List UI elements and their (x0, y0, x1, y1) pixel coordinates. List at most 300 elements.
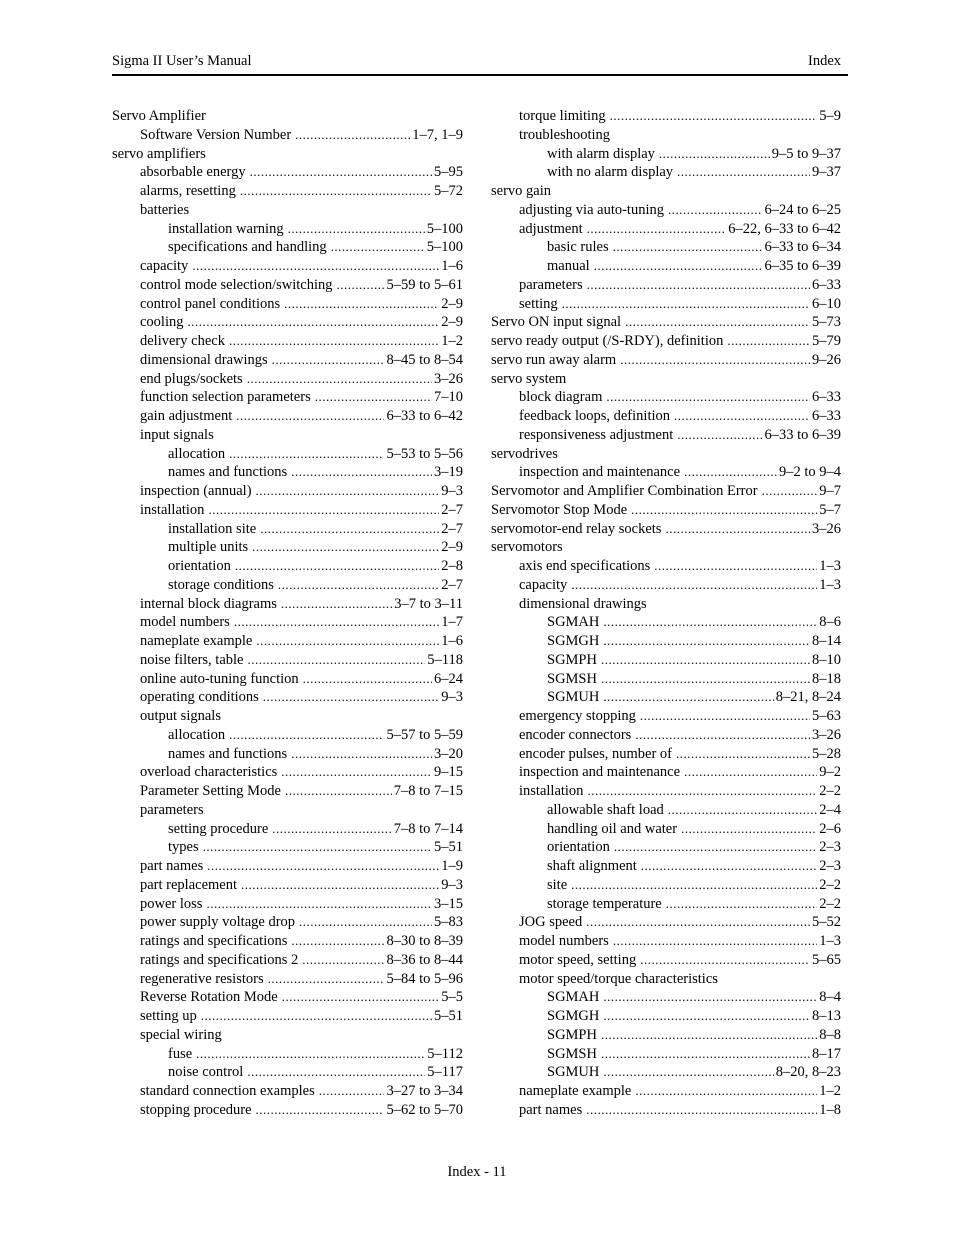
index-page-ref: 5–59 to 5–61 (386, 276, 463, 293)
index-term: inspection and maintenance (519, 464, 681, 481)
index-page-ref: 2–3 (819, 839, 841, 856)
index-term: allowable shaft load (547, 801, 664, 818)
index-page-ref: 5–118 (427, 651, 463, 668)
dot-leader (235, 557, 439, 576)
index-term: Servomotor and Amplifier Combination Error (491, 483, 758, 499)
index-entry (112, 1101, 463, 1120)
index-page-ref: 1–6 (441, 633, 463, 649)
index-entry (112, 407, 463, 426)
index-term: servomotors (491, 539, 563, 556)
dot-leader (654, 557, 817, 576)
index-page-ref: 6–33 to 6–42 (386, 408, 463, 424)
index-term: Servo Amplifier (112, 108, 206, 124)
index-entry (112, 707, 463, 726)
dot-leader (659, 145, 770, 164)
dot-leader (196, 1045, 425, 1064)
index-entry (112, 1063, 463, 1082)
dot-leader (620, 351, 810, 370)
index-page-ref: 3–27 to 3–34 (386, 1083, 463, 1099)
index-page-ref: 6–22, 6–33 to 6–42 (728, 220, 841, 237)
index-page-ref: 2–3 (819, 858, 841, 874)
index-term: basic rules (547, 239, 609, 256)
index-entry (112, 445, 463, 464)
index-entry (112, 1026, 463, 1045)
index-term: feedback loops, definition (519, 408, 670, 424)
index-entry (112, 370, 463, 389)
dot-leader (601, 1026, 817, 1045)
index-page-ref: 5–5 (441, 989, 463, 1006)
index-entry (491, 1045, 841, 1064)
dot-leader (606, 388, 810, 407)
dot-leader (635, 726, 810, 745)
index-page-ref: 1–9 (441, 858, 463, 874)
dot-leader (256, 482, 440, 501)
index-entry (112, 238, 463, 257)
dot-leader (256, 1101, 385, 1120)
dot-leader (677, 426, 762, 445)
index-term: part names (519, 1101, 583, 1118)
index-term: special wiring (140, 1026, 222, 1043)
index-page-ref: 8–8 (819, 1026, 841, 1043)
index-page-ref: 8–21, 8–24 (775, 689, 841, 706)
index-page-ref: 9–2 (819, 764, 841, 781)
index-entry (491, 407, 841, 426)
index-term: output signals (140, 708, 221, 724)
dot-leader (665, 520, 810, 539)
dot-leader (229, 445, 384, 464)
dot-leader (587, 782, 817, 801)
index-page-ref: 2–7 (441, 520, 463, 537)
index-entry (491, 163, 841, 182)
index-term: handling oil and water (547, 820, 678, 837)
index-term: troubleshooting (519, 126, 611, 143)
dot-leader (247, 370, 432, 389)
index-term: motor speed/torque characteristics (519, 970, 718, 987)
dot-leader (571, 576, 817, 595)
index-page-ref: 2–9 (441, 314, 463, 331)
index-term: model numbers (519, 933, 609, 949)
index-term: installation warning (168, 220, 284, 237)
index-term: torque limiting (519, 108, 606, 124)
index-column-left (112, 107, 463, 1120)
index-entry (491, 257, 841, 276)
index-page-ref: 1–3 (819, 933, 841, 949)
index-term: dimensional drawings (140, 351, 268, 368)
index-page-ref: 6–24 (434, 670, 463, 687)
dot-leader (278, 576, 439, 595)
dot-leader (291, 932, 384, 951)
index-entry (491, 482, 841, 501)
index-page-ref: 2–4 (819, 801, 841, 818)
index-term: shaft alignment (547, 858, 637, 874)
index-page-ref: 5–53 to 5–56 (386, 445, 463, 462)
index-term: nameplate example (519, 1083, 632, 1099)
index-page-ref: 8–36 to 8–44 (386, 951, 463, 968)
index-term: orientation (547, 839, 610, 856)
dot-leader (291, 745, 432, 764)
dot-leader (603, 632, 810, 651)
index-term: ratings and specifications (140, 933, 288, 949)
index-term: JOG speed (519, 914, 583, 931)
dot-leader (268, 970, 385, 989)
index-entry (491, 707, 841, 726)
dot-leader (284, 295, 439, 314)
index-entry (491, 463, 841, 482)
index-term: installation (140, 501, 205, 518)
dot-leader (236, 407, 384, 426)
index-entry (491, 838, 841, 857)
index-term: storage temperature (547, 895, 662, 912)
index-page-ref: 5–73 (812, 314, 841, 331)
dot-leader (250, 163, 432, 182)
index-entry (112, 782, 463, 801)
dot-leader (263, 688, 439, 707)
index-entry (491, 276, 841, 295)
dot-leader (299, 913, 432, 932)
index-term: allocation (168, 726, 226, 743)
index-page-ref: 5–51 (434, 1008, 463, 1024)
index-term: Servo ON input signal (491, 314, 622, 331)
index-page-ref: 8–20, 8–23 (775, 1064, 841, 1081)
index-page-ref: 5–65 (812, 951, 841, 968)
index-page-ref: 5–117 (427, 1064, 463, 1081)
index-term: setting procedure (168, 820, 269, 837)
index-page-ref: 9–15 (434, 764, 463, 781)
dot-leader (241, 876, 439, 895)
index-page-ref: 3–20 (434, 745, 463, 762)
index-entry (491, 1101, 841, 1120)
dot-leader (587, 220, 727, 239)
index-page-ref: 6–33 to 6–39 (764, 426, 841, 443)
index-term: dimensional drawings (519, 595, 647, 612)
dot-leader (201, 1007, 432, 1026)
index-entry (112, 145, 463, 164)
index-entry (112, 970, 463, 989)
index-page-ref: 6–35 to 6–39 (764, 258, 841, 274)
index-entry (491, 557, 841, 576)
index-entry (112, 876, 463, 895)
index-term: gain adjustment (140, 408, 233, 424)
index-term: adjusting via auto-tuning (519, 201, 664, 218)
index-entry (112, 501, 463, 520)
index-term: installation site (168, 520, 257, 537)
index-page-ref: 3–19 (434, 464, 463, 481)
index-page-ref: 7–8 to 7–15 (393, 783, 463, 799)
dot-leader (256, 632, 439, 651)
dot-leader (229, 332, 439, 351)
dot-leader (282, 988, 440, 1007)
index-term: SGMPH (547, 1026, 597, 1043)
index-term: Reverse Rotation Mode (140, 989, 278, 1006)
index-term: power loss (140, 895, 203, 912)
index-term: block diagram (519, 389, 603, 406)
index-page-ref: 5–63 (812, 708, 841, 724)
index-page-ref: 3–15 (434, 895, 463, 912)
index-page-ref: 2–2 (819, 876, 841, 893)
index-term: alarms, resetting (140, 183, 236, 199)
index-entry (112, 201, 463, 220)
index-page-ref: 3–26 (434, 370, 463, 387)
index-page-ref: 6–33 (812, 408, 841, 424)
index-term: power supply voltage drop (140, 914, 296, 931)
index-entry (491, 688, 841, 707)
index-term: servo run away alarm (491, 351, 617, 368)
index-entry (491, 988, 841, 1007)
index-term: SGMPH (547, 651, 597, 668)
index-page-ref: 2–7 (441, 501, 463, 518)
index-page-ref: 1–3 (819, 558, 841, 574)
index-term: servo system (491, 370, 567, 387)
dot-leader (260, 520, 439, 539)
index-entry (112, 745, 463, 764)
index-page-ref: 7–8 to 7–14 (393, 820, 463, 837)
index-entry (112, 763, 463, 782)
index-page-ref: 5–95 (434, 164, 463, 181)
index-term: types (168, 839, 199, 856)
index-term: servo gain (491, 183, 551, 199)
index-entry (491, 595, 841, 614)
dot-leader (668, 801, 817, 820)
index-page-ref: 1–7, 1–9 (412, 126, 463, 143)
index-term: standard connection examples (140, 1083, 315, 1099)
index-term: servo amplifiers (112, 145, 206, 162)
index-entry (112, 388, 463, 407)
index-entry (491, 726, 841, 745)
index-page-ref: 1–7 (441, 614, 463, 631)
index-page-ref: 8–30 to 8–39 (386, 933, 463, 949)
index-term: part replacement (140, 876, 238, 893)
index-entry (112, 313, 463, 332)
index-page-ref: 1–3 (819, 576, 841, 593)
index-page-ref: 9–26 (812, 351, 841, 368)
dot-leader (562, 295, 810, 314)
index-term: cooling (140, 314, 184, 331)
dot-leader (635, 1082, 817, 1101)
dot-leader (586, 1101, 817, 1120)
index-term: SGMSH (547, 1045, 597, 1062)
dot-leader (603, 988, 817, 1007)
index-page-ref: 1–2 (819, 1083, 841, 1099)
index-term: with alarm display (547, 145, 655, 162)
index-term: inspection (annual) (140, 483, 252, 499)
index-term: emergency stopping (519, 708, 636, 724)
index-entry (491, 913, 841, 932)
index-page-ref: 5–72 (434, 183, 463, 199)
dot-leader (288, 220, 425, 239)
index-page-ref: 2–9 (441, 295, 463, 312)
index-entry (112, 651, 463, 670)
index-term: noise control (168, 1064, 244, 1081)
index-page-ref: 2–9 (441, 539, 463, 556)
index-entry (112, 726, 463, 745)
index-page-ref: 2–8 (441, 558, 463, 574)
index-term: with no alarm display (547, 164, 674, 181)
index-page-ref: 6–33 to 6–34 (764, 239, 841, 256)
index-term: model numbers (140, 614, 230, 631)
index-term: names and functions (168, 464, 288, 481)
index-page-ref: 2–6 (819, 820, 841, 837)
index-entry (112, 332, 463, 351)
index-page-ref: 8–17 (812, 1045, 841, 1062)
index-entry (112, 276, 463, 295)
index-page-ref: 5–100 (426, 239, 463, 256)
index-entry (491, 520, 841, 539)
index-page-ref: 9–3 (441, 876, 463, 893)
index-entry (491, 970, 841, 989)
index-term: end plugs/sockets (140, 370, 243, 387)
index-term: SGMAH (547, 989, 600, 1006)
dot-leader (613, 238, 763, 257)
dot-leader (640, 707, 810, 726)
index-term: parameters (140, 801, 204, 818)
index-term: delivery check (140, 333, 225, 349)
index-term: control mode selection/switching (140, 276, 333, 293)
index-term: site (547, 876, 568, 893)
dot-leader (641, 857, 817, 876)
index-term: overload characteristics (140, 764, 278, 781)
dot-leader (281, 763, 432, 782)
dot-leader (666, 895, 818, 914)
index-entry (491, 763, 841, 782)
index-page-ref: 5–84 to 5–96 (386, 970, 463, 987)
dot-leader (601, 1045, 810, 1064)
index-entry (491, 782, 841, 801)
dot-leader (727, 332, 810, 351)
dot-leader (337, 276, 385, 295)
index-term: SGMUH (547, 1064, 600, 1081)
index-page-ref: 5–7 (819, 501, 841, 518)
index-entry (491, 1007, 841, 1026)
index-term: regenerative resistors (140, 970, 264, 987)
index-term: names and functions (168, 745, 288, 762)
index-page-ref: 6–33 (812, 276, 841, 293)
index-page-ref: 9–37 (812, 164, 841, 181)
index-entry (112, 857, 463, 876)
manual-title: Sigma II User’s Manual (112, 53, 252, 69)
dot-leader (203, 838, 432, 857)
header-rule (112, 74, 848, 76)
index-entry (491, 370, 841, 389)
index-page-ref: 5–52 (812, 914, 841, 931)
dot-leader (295, 126, 410, 145)
index-entry (112, 670, 463, 689)
index-term: Software Version Number (140, 126, 292, 143)
dot-leader (252, 538, 439, 557)
index-entry (112, 801, 463, 820)
index-entry (491, 501, 841, 520)
index-entry (491, 632, 841, 651)
index-page-ref: 6–33 (812, 389, 841, 406)
index-term: control panel conditions (140, 295, 281, 312)
index-term: function selection parameters (140, 389, 311, 406)
index-entry (112, 351, 463, 370)
index-entry (491, 613, 841, 632)
dot-leader (240, 182, 432, 201)
dot-leader (762, 482, 818, 501)
index-term: batteries (140, 201, 190, 218)
index-entry (491, 126, 841, 145)
index-term: allocation (168, 445, 226, 462)
dot-leader (291, 463, 432, 482)
index-entry (112, 295, 463, 314)
index-term: axis end specifications (519, 558, 651, 574)
index-page-ref: 1–8 (819, 1101, 841, 1118)
index-entry (491, 388, 841, 407)
index-entry (112, 1007, 463, 1026)
index-term: parameters (519, 276, 583, 293)
index-entry (112, 163, 463, 182)
dot-leader (603, 688, 773, 707)
dot-leader (234, 613, 439, 632)
index-page-ref: 2–2 (819, 895, 841, 912)
index-term: servomotor-end relay sockets (491, 520, 662, 537)
index-term: specifications and handling (168, 239, 327, 256)
index-page-ref: 9–3 (441, 483, 463, 499)
index-term: SGMUH (547, 689, 600, 706)
dot-leader (594, 257, 763, 276)
index-entry (491, 820, 841, 839)
index-term: SGMGH (547, 1008, 600, 1024)
index-term: motor speed, setting (519, 951, 637, 968)
index-entry (491, 538, 841, 557)
index-term: Parameter Setting Mode (140, 783, 281, 799)
index-entry (112, 220, 463, 239)
index-entry (491, 651, 841, 670)
index-term: encoder pulses, number of (519, 745, 673, 762)
index-page-ref: 1–6 (441, 258, 463, 274)
index-page-ref: 8–4 (819, 989, 841, 1006)
index-entry (112, 557, 463, 576)
index-page-ref: 3–7 to 3–11 (394, 595, 463, 612)
dot-leader (684, 463, 777, 482)
dot-leader (302, 951, 384, 970)
index-term: operating conditions (140, 689, 259, 706)
index-page-ref: 2–2 (819, 783, 841, 799)
index-entry (491, 426, 841, 445)
index-entry (491, 895, 841, 914)
index-column-right (491, 107, 841, 1120)
index-term: servodrives (491, 445, 558, 462)
index-page-ref: 5–51 (434, 839, 463, 856)
section-title: Index (807, 53, 841, 69)
index-entry (491, 201, 841, 220)
dot-leader (207, 857, 439, 876)
index-entry (112, 463, 463, 482)
dot-leader (668, 201, 762, 220)
index-page-ref: 3–26 (812, 726, 841, 743)
index-entry (491, 745, 841, 764)
index-entry (491, 238, 841, 257)
dot-leader (247, 1063, 425, 1082)
index-entry (112, 988, 463, 1007)
dot-leader (587, 276, 810, 295)
index-entry (491, 182, 841, 201)
dot-leader (315, 388, 432, 407)
dot-leader (281, 595, 392, 614)
index-page-ref: 6–10 (812, 295, 841, 312)
index-entry (491, 295, 841, 314)
dot-leader (247, 651, 425, 670)
index-page-ref: 5–62 to 5–70 (386, 1101, 463, 1118)
dot-leader (331, 238, 425, 257)
index-page-ref: 8–18 (812, 670, 841, 687)
dot-leader (625, 313, 810, 332)
index-term: adjustment (519, 220, 583, 237)
index-entry (491, 1026, 841, 1045)
index-term: storage conditions (168, 576, 274, 593)
index-entry (112, 538, 463, 557)
index-entry (112, 932, 463, 951)
